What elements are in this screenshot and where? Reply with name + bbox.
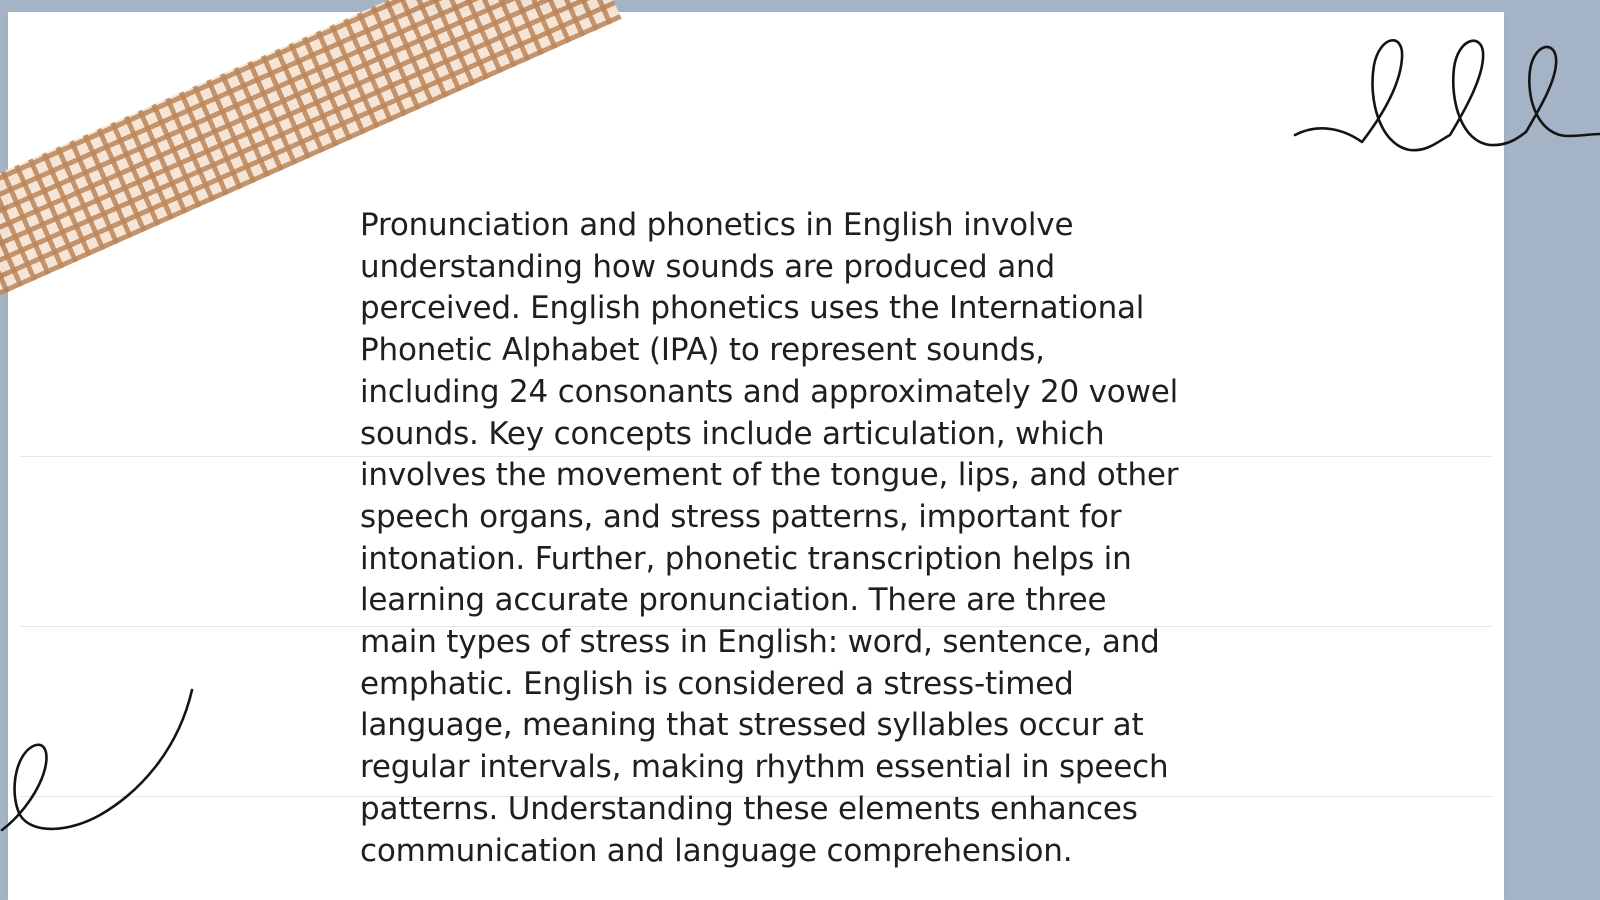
body-paragraph: Pronunciation and phonetics in English involve understanding how sounds are produced and perceived. English phonetics uses the International Phonetic Alphabet (IPA) to represent sounds, including 24 consonants and approximately 20 vowel sounds. Key concepts include articulation, which involves the movement of the tongue, lips, and other speech organs, and stress patterns, important for intonation. Further, phonetic transcription helps in learning accurate pronunciation. There are three main types of stress in English: word, sentence, and emphatic. English is considered a stress-timed language, meaning that stressed syllables occur at regular intervals, making rhythm essential in speech patterns. Understanding these elements enhances communication and language comprehension. [360, 207, 1179, 869]
check-swirl-icon [0, 690, 200, 850]
loop-swirl-icon [1290, 30, 1600, 170]
